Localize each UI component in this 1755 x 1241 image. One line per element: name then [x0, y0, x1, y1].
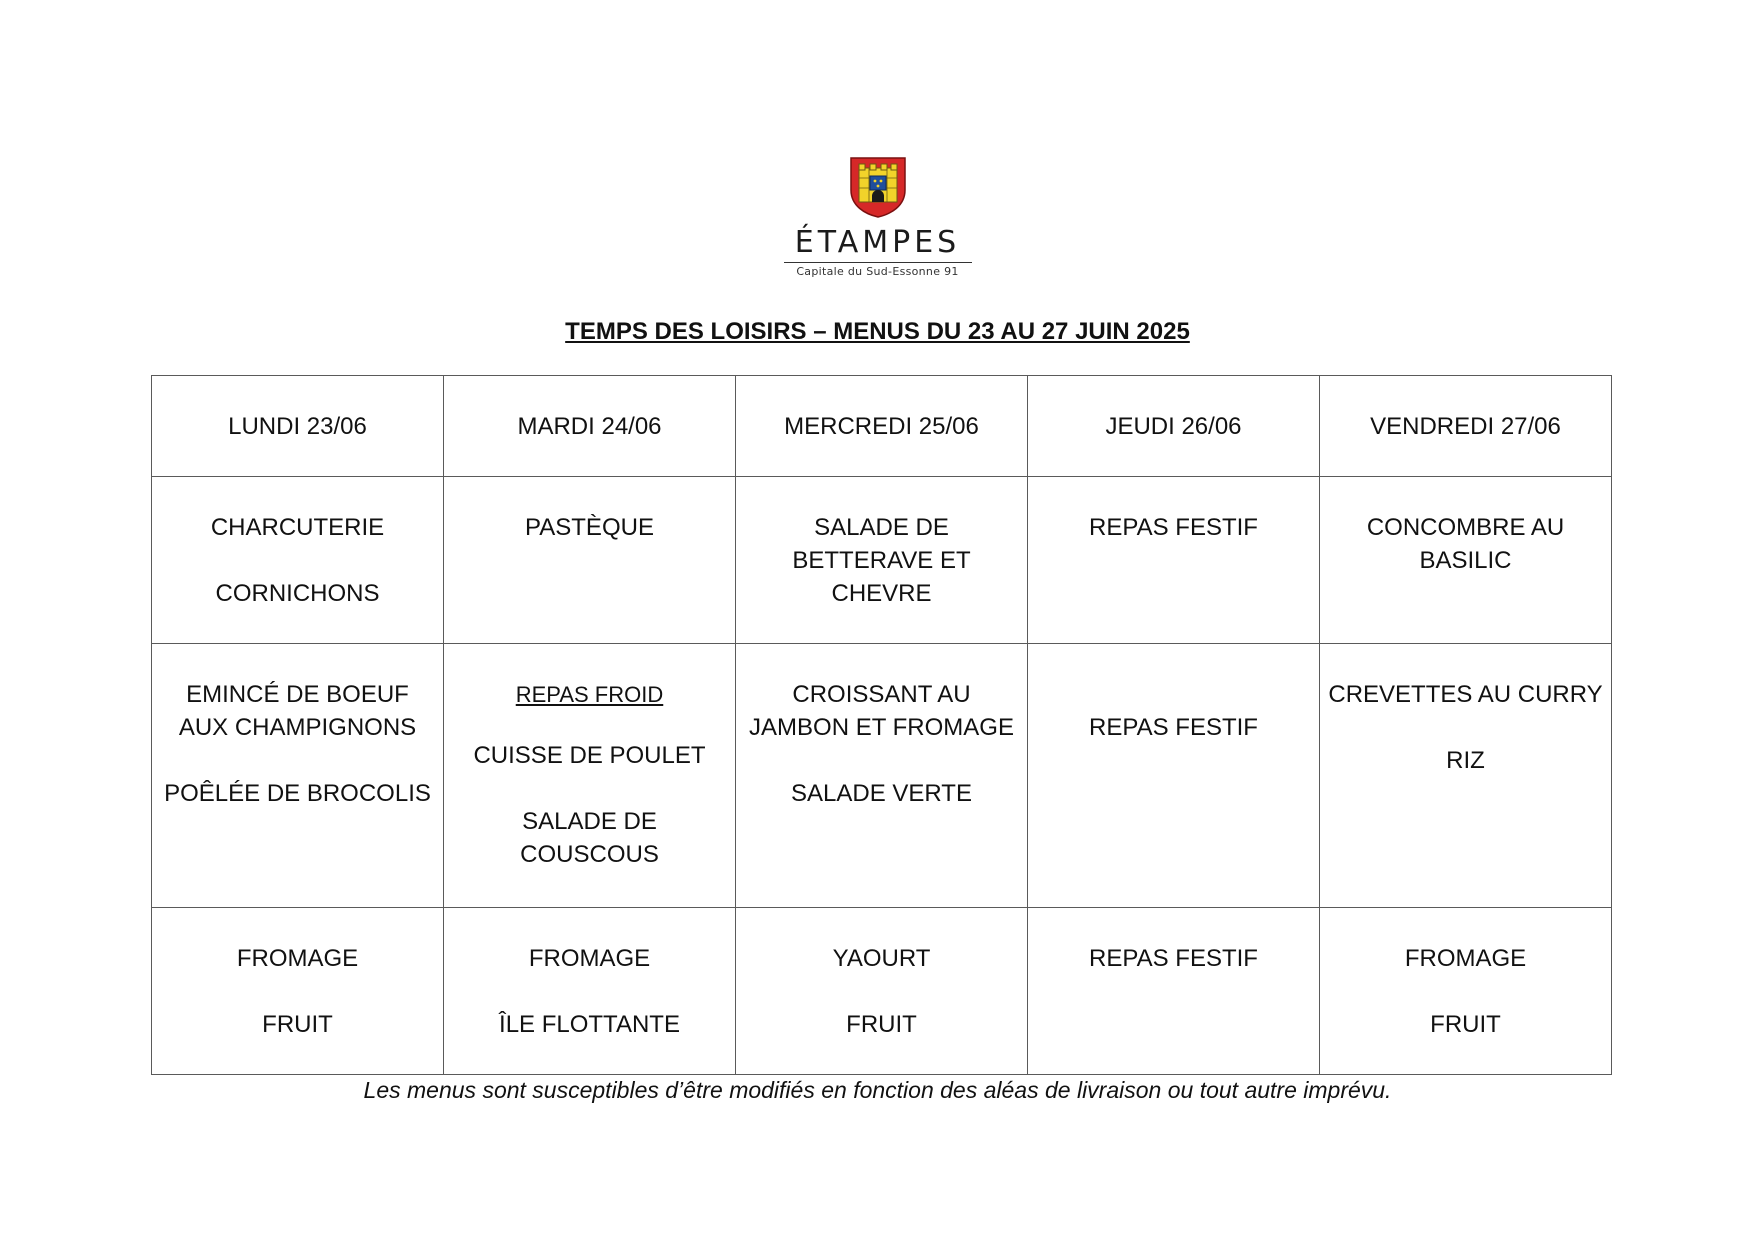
menu-item: FROMAGE — [528, 945, 651, 972]
day-header-vendredi: VENDREDI 27/06 — [1320, 376, 1612, 477]
menu-item: REPAS FESTIF — [1089, 714, 1258, 741]
entree-cell-lundi — [152, 477, 444, 644]
menu-item: BASILIC — [1419, 547, 1512, 574]
menu-item: FROMAGE — [236, 945, 359, 972]
menu-item: REPAS FESTIF — [1089, 945, 1258, 972]
menu-item: FRUIT — [846, 1011, 917, 1038]
menu-item: AUX CHAMPIGNONS — [178, 714, 417, 741]
menu-item: CROISSANT AU — [792, 681, 971, 708]
entree-cell-jeudi — [1028, 477, 1320, 644]
dessert-cell-jeudi — [1028, 908, 1320, 1075]
table-header-row — [152, 376, 1612, 477]
menu-item: YAOURT — [832, 945, 931, 972]
menu-item: SALADE DE — [522, 808, 657, 835]
dessert-cell-mercredi — [736, 908, 1028, 1075]
entrees-row — [152, 477, 1612, 644]
disclaimer-note: Les menus sont susceptibles d’être modifiés en fonction des aléas de livraison ou tout autre imprévu. — [363, 1077, 1392, 1103]
menu-item: SALADE VERTE — [791, 780, 972, 807]
logo-divider — [784, 262, 972, 263]
plat-cell-jeudi — [1028, 644, 1320, 908]
day-header-mardi: MARDI 24/06 — [444, 376, 736, 477]
dessert-cell-lundi — [152, 908, 444, 1075]
menu-item: ÎLE FLOTTANTE — [499, 1011, 680, 1038]
town-name: ÉTAMPES — [794, 225, 961, 260]
town-tagline: Capitale du Sud-Essonne 91 — [796, 265, 959, 278]
menu-item: BETTERAVE ET — [792, 547, 971, 574]
menu-item: CUISSE DE POULET — [473, 742, 706, 769]
plat-cell-vendredi — [1320, 644, 1612, 908]
plat-cell-mardi — [444, 644, 736, 908]
menu-item: JAMBON ET FROMAGE — [749, 714, 1014, 741]
menu-item: POÊLÉE DE BROCOLIS — [164, 780, 431, 807]
weekly-menu-table — [151, 375, 1612, 1075]
page-title: TEMPS DES LOISIRS – MENUS DU 23 AU 27 JUIN 2025 — [565, 318, 1190, 345]
menu-item: FRUIT — [262, 1011, 333, 1038]
menu-item: FROMAGE — [1404, 945, 1527, 972]
plat-cell-mercredi — [736, 644, 1028, 908]
menu-item: CHARCUTERIE — [210, 514, 385, 541]
menu-item: CREVETTES AU CURRY — [1328, 681, 1603, 708]
day-header-lundi: LUNDI 23/06 — [152, 376, 444, 477]
menu-item: SALADE DE — [814, 514, 949, 541]
menu-item: REPAS FESTIF — [1089, 514, 1258, 541]
menu-item: CHEVRE — [831, 580, 932, 607]
desserts-row — [152, 908, 1612, 1075]
menu-item: COUSCOUS — [520, 841, 659, 868]
town-logo — [0, 156, 1755, 278]
meal-type-label: REPAS FROID — [515, 682, 664, 707]
menu-item: RIZ — [1446, 747, 1485, 774]
dessert-cell-vendredi — [1320, 908, 1612, 1075]
menu-item: CORNICHONS — [215, 580, 380, 607]
day-header-mercredi: MERCREDI 25/06 — [736, 376, 1028, 477]
plats-row — [152, 644, 1612, 908]
day-header-jeudi: JEUDI 26/06 — [1028, 376, 1320, 477]
dessert-cell-mardi — [444, 908, 736, 1075]
entree-cell-mercredi — [736, 477, 1028, 644]
entree-cell-mardi — [444, 477, 736, 644]
entree-cell-vendredi — [1320, 477, 1612, 644]
menu-item: FRUIT — [1430, 1011, 1501, 1038]
menu-item: PASTÈQUE — [525, 514, 654, 541]
menu-item: CONCOMBRE AU — [1366, 514, 1565, 541]
plat-cell-lundi — [152, 644, 444, 908]
menu-item: EMINCÉ DE BOEUF — [186, 681, 409, 708]
coat-of-arms-icon — [849, 156, 907, 218]
